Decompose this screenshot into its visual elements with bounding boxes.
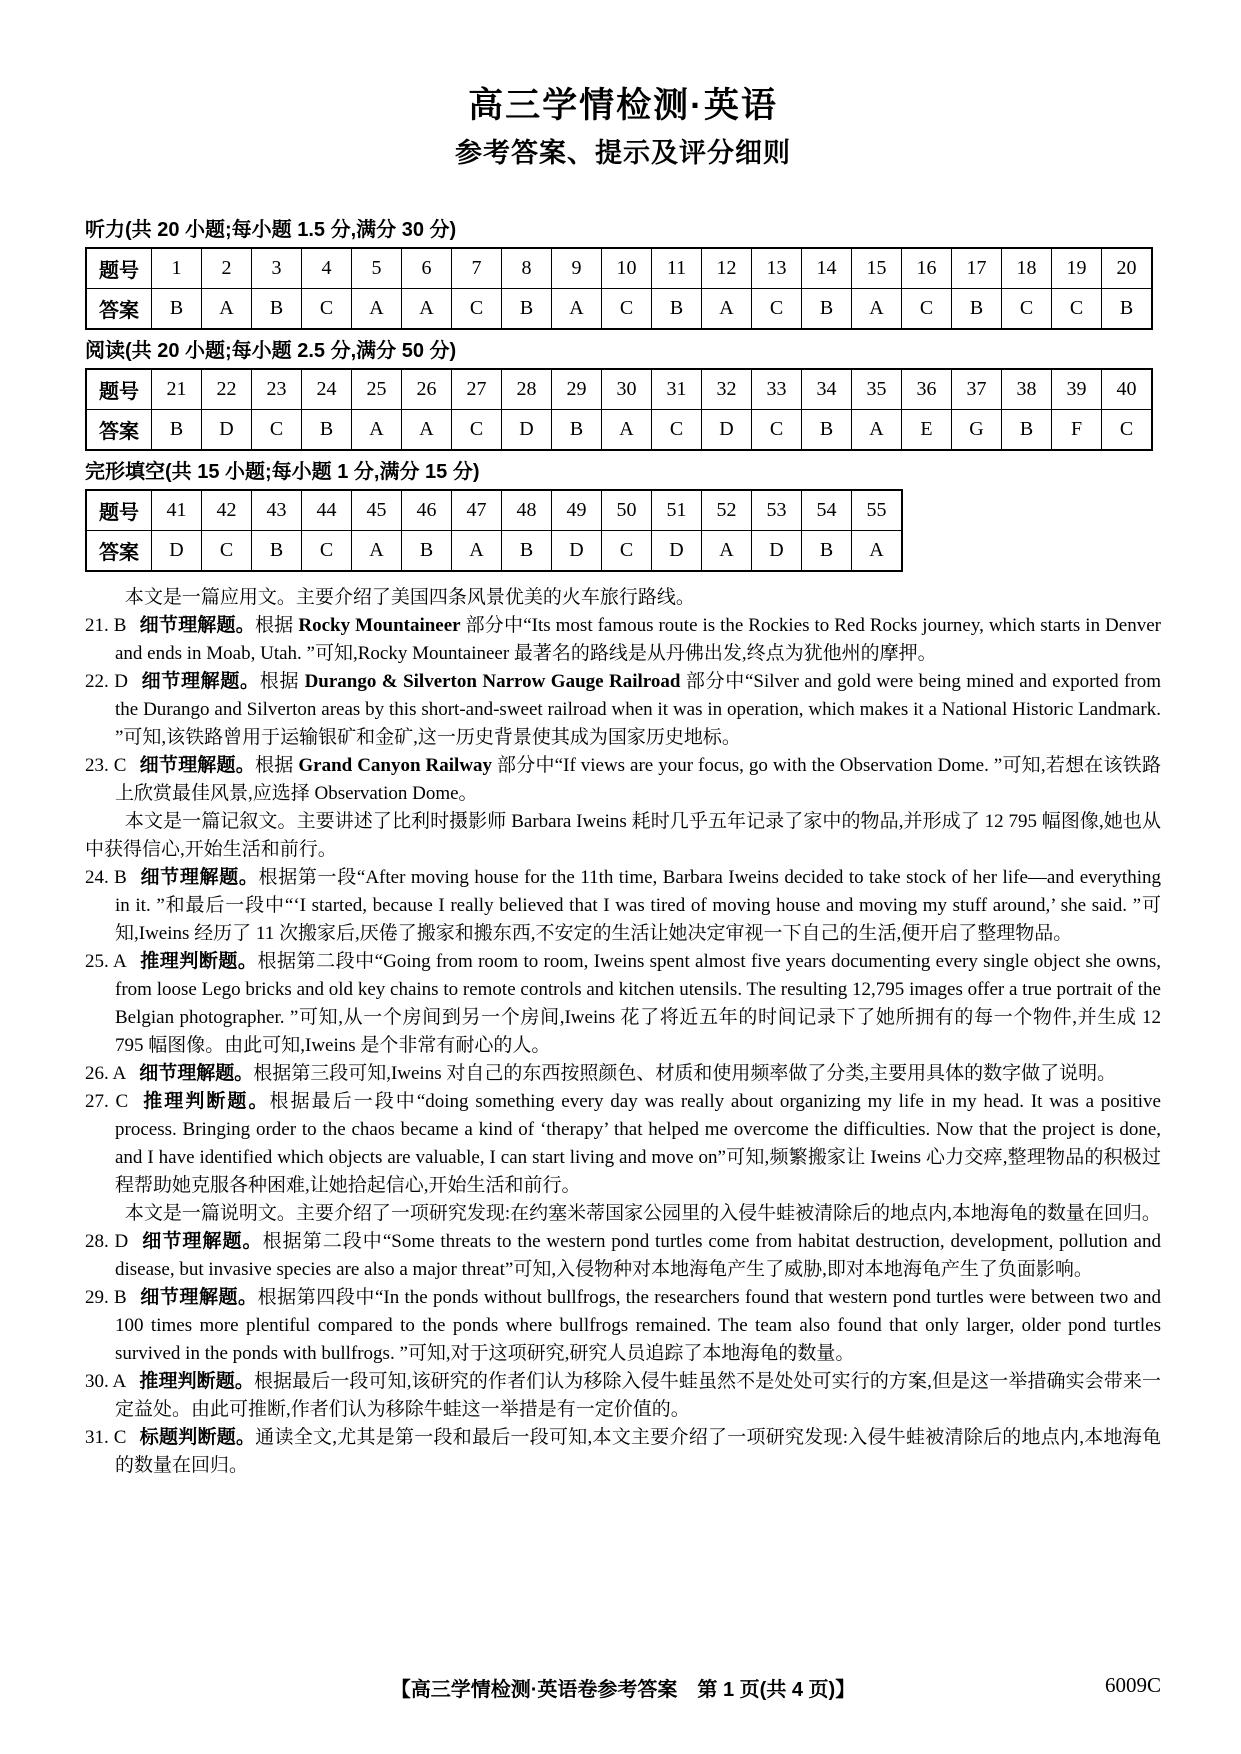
section-heading: 听力(共 20 小题;每小题 1.5 分,满分 30 分) — [85, 219, 457, 242]
answer-cell: A — [352, 289, 402, 330]
emphasis-text: 细节理解题。 — [141, 1231, 263, 1253]
answer-cell: A — [702, 531, 752, 572]
emphasis-text: 推理判断题。 — [139, 951, 258, 973]
question-number-cell: 31 — [652, 369, 702, 410]
answer-cell: D — [652, 531, 702, 572]
emphasis-text: 细节理解题。 — [139, 1063, 254, 1085]
explanation-item — [85, 948, 1161, 1060]
explanation-item — [85, 612, 1161, 668]
item-label: 27. C — [85, 1091, 129, 1113]
explanation-item — [85, 864, 1161, 948]
question-number-cell: 48 — [502, 490, 552, 531]
explanation-intro — [85, 584, 1161, 612]
body-text: 根据第二段中“Going from room to room, Iweins spent almost five years documenting every single object she owns, from loose Lego bricks and old key chains to remote controls and kitchen utensils. The resulting 12,795 images offer a true portrait of the Belgian photographer. ”可知,从一个房间到另一个房间,Iweins 花了将近五年的时间记录下了她所拥有的每一个物件,并生成 12 795 幅图像。由此可知,Iweins 是个非常有耐心的人。 — [115, 951, 1161, 1057]
body-text: 根据最后一段中“doing something every day was really about organizing my life in my head. It was a positive process. Bringing order to the chaos became a kind of ‘therapy’ that helped me overcome the difficulties. Now that the project is done, and I have identified which objects are valuable, I can start living and move on”可知,频繁搬家让 Iweins 心力交瘁,整理物品的积极过程帮助她克服各种困难,让她拾起信心,开始生活和前行。 — [115, 1091, 1161, 1197]
emphasis-text: 细节理解题。 — [139, 755, 255, 777]
answer-cell: B — [952, 289, 1002, 330]
question-number-cell: 4 — [302, 248, 352, 289]
question-number-cell: 28 — [502, 369, 552, 410]
explanation-item — [85, 1088, 1161, 1200]
emphasis-text: 推理判断题。 — [139, 1371, 254, 1393]
answer-cell: C — [452, 289, 502, 330]
answer-cell: C — [602, 531, 652, 572]
answer-cell: C — [1052, 289, 1102, 330]
question-number-row — [86, 369, 1152, 410]
item-label: 21. B — [85, 615, 127, 637]
explanation-item — [85, 1060, 1161, 1088]
answer-cell: B — [1002, 410, 1052, 451]
question-number-cell: 47 — [452, 490, 502, 531]
answer-sections — [85, 218, 1161, 572]
explanations — [85, 584, 1161, 1480]
item-label: 31. C — [85, 1427, 127, 1449]
answer-cell: A — [352, 531, 402, 572]
question-number-cell: 32 — [702, 369, 752, 410]
body-text: 根据第二段中“Some threats to the western pond turtles come from habitat destruction, development, pollution and disease, but invasive species are also a major threat”可知,入侵物种对本地海龟产生了威胁,即对本地海龟产生了负面影响。 — [115, 1231, 1161, 1281]
answer-cell: D — [752, 531, 802, 572]
answer-cell: A — [852, 289, 902, 330]
answer-cell: D — [202, 410, 252, 451]
explanation-item — [85, 1424, 1161, 1480]
answer-cell: C — [1002, 289, 1052, 330]
body-text: 通读全文,尤其是第一段和最后一段可知,本文主要介绍了一项研究发现:入侵牛蛙被清除后的地点内,本地海龟的数量在回归。 — [115, 1427, 1161, 1477]
question-number-cell: 44 — [302, 490, 352, 531]
body-text: 部分中“If views are your focus, go with the Observation Dome. ”可知,若想在该铁路上欣赏最佳风景,应选择 Observation Dome。 — [115, 755, 1161, 805]
question-number-cell: 38 — [1002, 369, 1052, 410]
question-number-cell: 45 — [352, 490, 402, 531]
body-text: 根据最后一段可知,该研究的作者们认为移除入侵牛蛙虽然不是处处可实行的方案,但是这一举措确实会带来一定益处。由此可推断,作者们认为移除牛蛙这一举措是有一定价值的。 — [115, 1371, 1161, 1421]
body-text: 根据 — [254, 615, 299, 637]
answer-cell: D — [502, 410, 552, 451]
question-number-cell: 40 — [1102, 369, 1153, 410]
exam-subtitle: 参考答案、提示及评分细则 — [455, 137, 791, 168]
question-number-cell: 19 — [1052, 248, 1102, 289]
answer-cell: B — [652, 289, 702, 330]
answer-label-cell: 答案 — [86, 289, 152, 330]
item-label: 24. B — [85, 867, 127, 889]
answer-cell: A — [602, 410, 652, 451]
answer-cell: C — [652, 410, 702, 451]
question-number-cell: 11 — [652, 248, 702, 289]
answer-label-cell: 答案 — [86, 410, 152, 451]
question-number-cell: 49 — [552, 490, 602, 531]
body-text: 根据第一段“After moving house for the 11th time, Barbara Iweins decided to take stock of her life—and everything in it. ”和最后一段中“‘I started, because I really believed that I was tired of moving house and moving my stuff around,’ she said. ”可知,Iweins 经历了 11 次搬家后,厌倦了搬家和搬东西,不安定的生活让她决定审视一下自己的生活,便开启了整理物品。 — [115, 867, 1161, 945]
answer-cell: A — [852, 410, 902, 451]
question-number-cell: 35 — [852, 369, 902, 410]
question-number-cell: 2 — [202, 248, 252, 289]
question-number-cell: 25 — [352, 369, 402, 410]
question-number-cell: 34 — [802, 369, 852, 410]
question-number-label-cell: 题号 — [86, 248, 152, 289]
question-number-cell: 50 — [602, 490, 652, 531]
section-heading: 完形填空(共 15 小题;每小题 1 分,满分 15 分) — [85, 461, 480, 484]
body-text: 根据 — [254, 755, 299, 777]
answer-table — [85, 368, 1153, 451]
answer-cell: C — [752, 410, 802, 451]
question-number-cell: 17 — [952, 248, 1002, 289]
answer-cell: B — [252, 531, 302, 572]
explanation-item — [85, 1368, 1161, 1424]
answer-cell: B — [802, 289, 852, 330]
body-text: 部分中“Its most famous route is the Rockies to Red Rocks journey, which starts in Denver and ends in Moab, Utah. ”可知,Rocky Mountaineer 最著名的路线是从丹佛出发,终点为犹他州的摩押。 — [115, 615, 1161, 665]
question-number-cell: 39 — [1052, 369, 1102, 410]
body-text: 根据 — [259, 671, 305, 693]
answer-cell: B — [802, 531, 852, 572]
question-number-cell: 20 — [1102, 248, 1153, 289]
question-number-cell: 37 — [952, 369, 1002, 410]
question-number-cell: 55 — [852, 490, 903, 531]
answer-cell: C — [602, 289, 652, 330]
question-number-cell: 52 — [702, 490, 752, 531]
question-number-cell: 24 — [302, 369, 352, 410]
footer-code: 6009C — [1104, 1673, 1161, 1697]
answer-section — [85, 218, 1161, 330]
answer-cell: B — [502, 289, 552, 330]
question-number-cell: 5 — [352, 248, 402, 289]
answer-cell: E — [902, 410, 952, 451]
answer-cell: B — [502, 531, 552, 572]
question-number-cell: 1 — [152, 248, 202, 289]
answer-row — [86, 531, 902, 572]
answer-cell: B — [802, 410, 852, 451]
question-number-row — [86, 490, 902, 531]
body-text: 本文是一篇说明文。主要介绍了一项研究发现:在约塞米蒂国家公园里的入侵牛蛙被清除后的地点内,本地海龟的数量在回归。 — [124, 1203, 1161, 1225]
answer-cell: A — [552, 289, 602, 330]
answer-cell: A — [352, 410, 402, 451]
question-number-label-cell: 题号 — [86, 369, 152, 410]
item-label: 29. B — [85, 1287, 127, 1309]
question-number-cell: 43 — [252, 490, 302, 531]
answer-cell: C — [252, 410, 302, 451]
answer-table — [85, 489, 903, 572]
emphasis-text: Rocky Mountaineer — [298, 615, 461, 637]
answer-cell: C — [752, 289, 802, 330]
question-number-cell: 30 — [602, 369, 652, 410]
question-number-cell: 7 — [452, 248, 502, 289]
question-number-cell: 6 — [402, 248, 452, 289]
explanation-intro — [85, 808, 1161, 864]
answer-label-cell: 答案 — [86, 531, 152, 572]
question-number-cell: 42 — [202, 490, 252, 531]
body-text: 根据第三段可知,Iweins 对自己的东西按照颜色、材质和使用频率做了分类,主要用具体的数字做了说明。 — [253, 1063, 1117, 1085]
exam-title: 高三学情检测·英语 — [468, 86, 778, 125]
item-label: 28. D — [85, 1231, 129, 1253]
answer-cell: B — [252, 289, 302, 330]
question-number-cell: 3 — [252, 248, 302, 289]
body-text: 本文是一篇应用文。主要介绍了美国四条风景优美的火车旅行路线。 — [124, 587, 695, 609]
answer-cell: A — [402, 410, 452, 451]
question-number-cell: 22 — [202, 369, 252, 410]
question-number-cell: 8 — [502, 248, 552, 289]
question-number-cell: 21 — [152, 369, 202, 410]
question-number-cell: 51 — [652, 490, 702, 531]
question-number-cell: 41 — [152, 490, 202, 531]
emphasis-text: 标题判断题。 — [139, 1427, 256, 1449]
question-number-cell: 23 — [252, 369, 302, 410]
answer-cell: C — [302, 289, 352, 330]
question-number-cell: 14 — [802, 248, 852, 289]
answer-cell: A — [452, 531, 502, 572]
answer-cell: C — [1102, 410, 1153, 451]
answer-cell: C — [452, 410, 502, 451]
answer-cell: A — [852, 531, 903, 572]
item-label: 30. A — [85, 1371, 127, 1393]
explanation-item — [85, 1228, 1161, 1284]
answer-cell: B — [152, 410, 202, 451]
question-number-label-cell: 题号 — [86, 490, 152, 531]
answer-table — [85, 247, 1153, 330]
question-number-cell: 15 — [852, 248, 902, 289]
item-label: 23. C — [85, 755, 127, 777]
answer-cell: A — [202, 289, 252, 330]
question-number-cell: 16 — [902, 248, 952, 289]
answer-cell: B — [302, 410, 352, 451]
question-number-cell: 27 — [452, 369, 502, 410]
question-number-cell: 29 — [552, 369, 602, 410]
body-text: 部分中“Silver and gold were being mined and exported from the Durango and Silverton areas by this short-and-sweet railroad when it was in operation, which makes it a National Historic Landmark. ”可知,该铁路曾用于运输银矿和金矿,这一历史背景使其成为国家历史地标。 — [115, 671, 1161, 749]
question-number-cell: 46 — [402, 490, 452, 531]
answer-cell: A — [702, 289, 752, 330]
answer-cell: D — [552, 531, 602, 572]
answer-cell: F — [1052, 410, 1102, 451]
answer-cell: G — [952, 410, 1002, 451]
answer-row — [86, 410, 1152, 451]
question-number-cell: 12 — [702, 248, 752, 289]
item-label: 26. A — [85, 1063, 127, 1085]
footer-caption: 【高三学情检测·英语卷参考答案 第 1 页(共 4 页)】 — [390, 1679, 856, 1701]
item-label: 22. D — [85, 671, 128, 693]
answer-cell: B — [552, 410, 602, 451]
question-number-cell: 9 — [552, 248, 602, 289]
emphasis-text: Grand Canyon Railway — [298, 755, 493, 777]
question-number-cell: 18 — [1002, 248, 1052, 289]
item-label: 25. A — [85, 951, 127, 973]
answer-cell: B — [152, 289, 202, 330]
question-number-cell: 33 — [752, 369, 802, 410]
section-heading: 阅读(共 20 小题;每小题 2.5 分,满分 50 分) — [85, 340, 457, 363]
question-number-cell: 10 — [602, 248, 652, 289]
answer-cell: B — [402, 531, 452, 572]
question-number-cell: 54 — [802, 490, 852, 531]
explanation-item — [85, 752, 1161, 808]
question-number-cell: 26 — [402, 369, 452, 410]
answer-section — [85, 460, 1161, 572]
question-number-cell: 53 — [752, 490, 802, 531]
answer-cell: A — [402, 289, 452, 330]
emphasis-text: Durango & Silverton Narrow Gauge Railroad — [304, 671, 681, 693]
answer-row — [86, 289, 1152, 330]
emphasis-text: 推理判断题。 — [141, 1091, 270, 1113]
explanation-item — [85, 668, 1161, 752]
answer-cell: D — [152, 531, 202, 572]
question-number-cell: 36 — [902, 369, 952, 410]
emphasis-text: 细节理解题。 — [140, 671, 260, 693]
answer-cell: D — [702, 410, 752, 451]
question-number-cell: 13 — [752, 248, 802, 289]
emphasis-text: 细节理解题。 — [139, 867, 259, 889]
explanation-item — [85, 1284, 1161, 1368]
answer-cell: C — [202, 531, 252, 572]
explanation-intro — [85, 1200, 1161, 1228]
answer-cell: B — [1102, 289, 1153, 330]
body-text: 根据第四段中“In the ponds without bullfrogs, the researchers found that western pond turtles were between two and 100 times more plentiful compared to the ponds where bullfrogs remained. The team also found that only larger, older pond turtles survived in the ponds with bullfrogs. ”可知,对于这项研究,研究人员追踪了本地海龟的数量。 — [115, 1287, 1161, 1365]
answer-cell: C — [302, 531, 352, 572]
answer-section — [85, 339, 1161, 451]
answer-cell: C — [902, 289, 952, 330]
footer — [85, 1673, 1161, 1702]
emphasis-text: 细节理解题。 — [139, 1287, 258, 1309]
question-number-row — [86, 248, 1152, 289]
body-text: 本文是一篇记叙文。主要讲述了比利时摄影师 Barbara Iweins 耗时几乎五年记录了家中的物品,并形成了 12 795 幅图像,她也从中获得信心,开始生活和前行。 — [85, 811, 1161, 861]
emphasis-text: 细节理解题。 — [139, 615, 255, 637]
